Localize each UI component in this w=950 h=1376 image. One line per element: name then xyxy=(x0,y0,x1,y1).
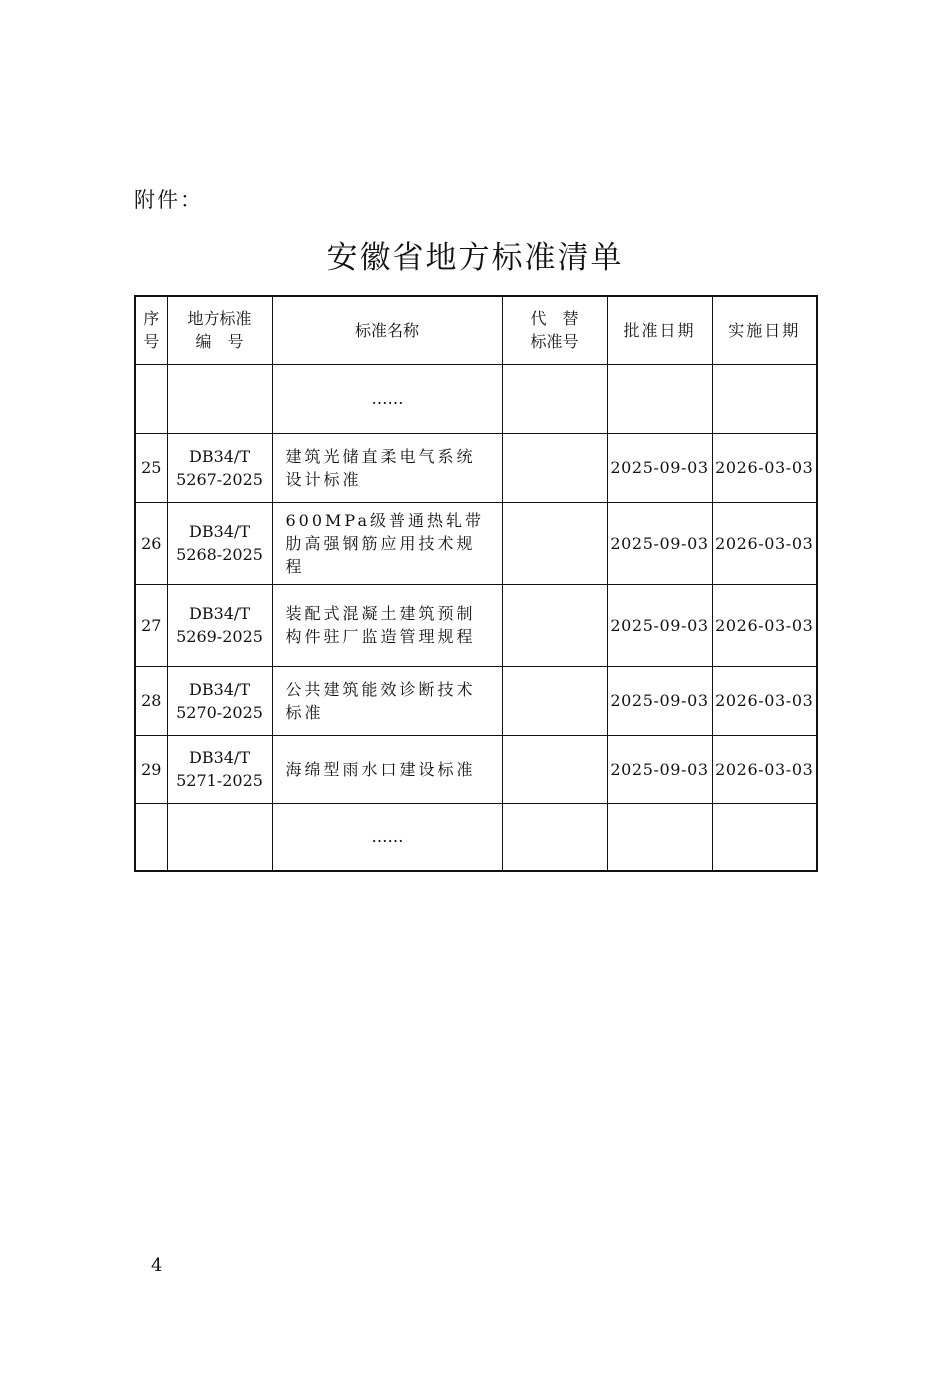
header-code xyxy=(167,296,272,364)
cell-seq xyxy=(135,364,167,433)
cell-code-line1: DB34/T xyxy=(188,604,250,623)
cell-replaces xyxy=(502,803,607,871)
cell-effective-date: 2026-03-03 xyxy=(712,584,817,666)
cell-code-line1: DB34/T xyxy=(188,679,250,699)
cell-seq: 27 xyxy=(135,584,167,666)
cell-code-line2: 5267-2025 xyxy=(176,469,263,489)
cell-ellipsis-bottom: …… xyxy=(272,803,502,871)
header-seq-line2: 号 xyxy=(143,332,160,352)
cell-code-line2: 5268-2025 xyxy=(176,545,263,564)
attachment-label: 附件： xyxy=(134,188,203,212)
cell-approve-date: 2025-09-03 xyxy=(607,666,712,735)
cell-code-line2: 5271-2025 xyxy=(176,771,263,790)
cell-approve-date xyxy=(607,364,712,433)
header-replaces xyxy=(502,296,607,364)
cell-name: 建筑光储直柔电气系统设计标准 xyxy=(272,433,502,502)
cell-seq: 25 xyxy=(135,433,167,502)
cell-code xyxy=(167,364,272,433)
cell-code xyxy=(167,735,272,803)
header-replaces-line2: 标准号 xyxy=(530,332,579,352)
table-header-row xyxy=(135,296,817,364)
cell-replaces xyxy=(502,433,607,502)
header-seq-line1: 序 xyxy=(143,309,160,329)
cell-code xyxy=(167,584,272,666)
cell-seq: 29 xyxy=(135,735,167,803)
cell-name: 公共建筑能效诊断技术标准 xyxy=(272,666,502,735)
cell-name: 海绵型雨水口建设标准 xyxy=(272,735,502,803)
cell-replaces xyxy=(502,735,607,803)
table-row-ellipsis-bottom xyxy=(135,803,817,871)
header-name: 标准名称 xyxy=(272,296,502,364)
cell-name: 装配式混凝土建筑预制构件驻厂监造管理规程 xyxy=(272,584,502,666)
table-row xyxy=(135,735,817,803)
cell-code xyxy=(167,803,272,871)
header-code-line1: 地方标准 xyxy=(187,309,252,329)
document-title: 安徽省地方标准清单 xyxy=(326,240,624,276)
cell-effective-date: 2026-03-03 xyxy=(712,666,817,735)
cell-approve-date xyxy=(607,803,712,871)
header-effective-date: 实施日期 xyxy=(712,296,817,364)
header-approve-date: 批准日期 xyxy=(607,296,712,364)
cell-ellipsis-top: …… xyxy=(272,364,502,433)
header-replaces-line1: 代 替 xyxy=(530,309,579,329)
cell-name: 600MPa级普通热轧带肋高强钢筋应用技术规程 xyxy=(272,502,502,584)
cell-code-line1: DB34/T xyxy=(188,522,250,541)
page-number: 4 xyxy=(151,1255,163,1276)
cell-effective-date: 2026-03-03 xyxy=(712,502,817,584)
table-row xyxy=(135,584,817,666)
cell-approve-date: 2025-09-03 xyxy=(607,433,712,502)
table-row xyxy=(135,433,817,502)
cell-seq: 26 xyxy=(135,502,167,584)
header-seq xyxy=(135,296,167,364)
cell-replaces xyxy=(502,666,607,735)
cell-code-line1: DB34/T xyxy=(188,446,250,466)
cell-effective-date: 2026-03-03 xyxy=(712,735,817,803)
cell-seq xyxy=(135,803,167,871)
cell-replaces xyxy=(502,584,607,666)
cell-replaces xyxy=(502,502,607,584)
table-row xyxy=(135,666,817,735)
cell-replaces xyxy=(502,364,607,433)
cell-code-line2: 5270-2025 xyxy=(176,702,263,722)
cell-approve-date: 2025-09-03 xyxy=(607,502,712,584)
table-row-ellipsis-top xyxy=(135,364,817,433)
cell-code xyxy=(167,433,272,502)
cell-code xyxy=(167,666,272,735)
cell-effective-date xyxy=(712,803,817,871)
cell-effective-date xyxy=(712,364,817,433)
standards-table xyxy=(134,295,818,872)
cell-approve-date: 2025-09-03 xyxy=(607,735,712,803)
cell-code xyxy=(167,502,272,584)
cell-code-line1: DB34/T xyxy=(188,748,250,767)
cell-code-line2: 5269-2025 xyxy=(176,627,263,646)
header-code-line2: 编 号 xyxy=(195,332,244,352)
cell-approve-date: 2025-09-03 xyxy=(607,584,712,666)
cell-effective-date: 2026-03-03 xyxy=(712,433,817,502)
table-row xyxy=(135,502,817,584)
cell-seq: 28 xyxy=(135,666,167,735)
